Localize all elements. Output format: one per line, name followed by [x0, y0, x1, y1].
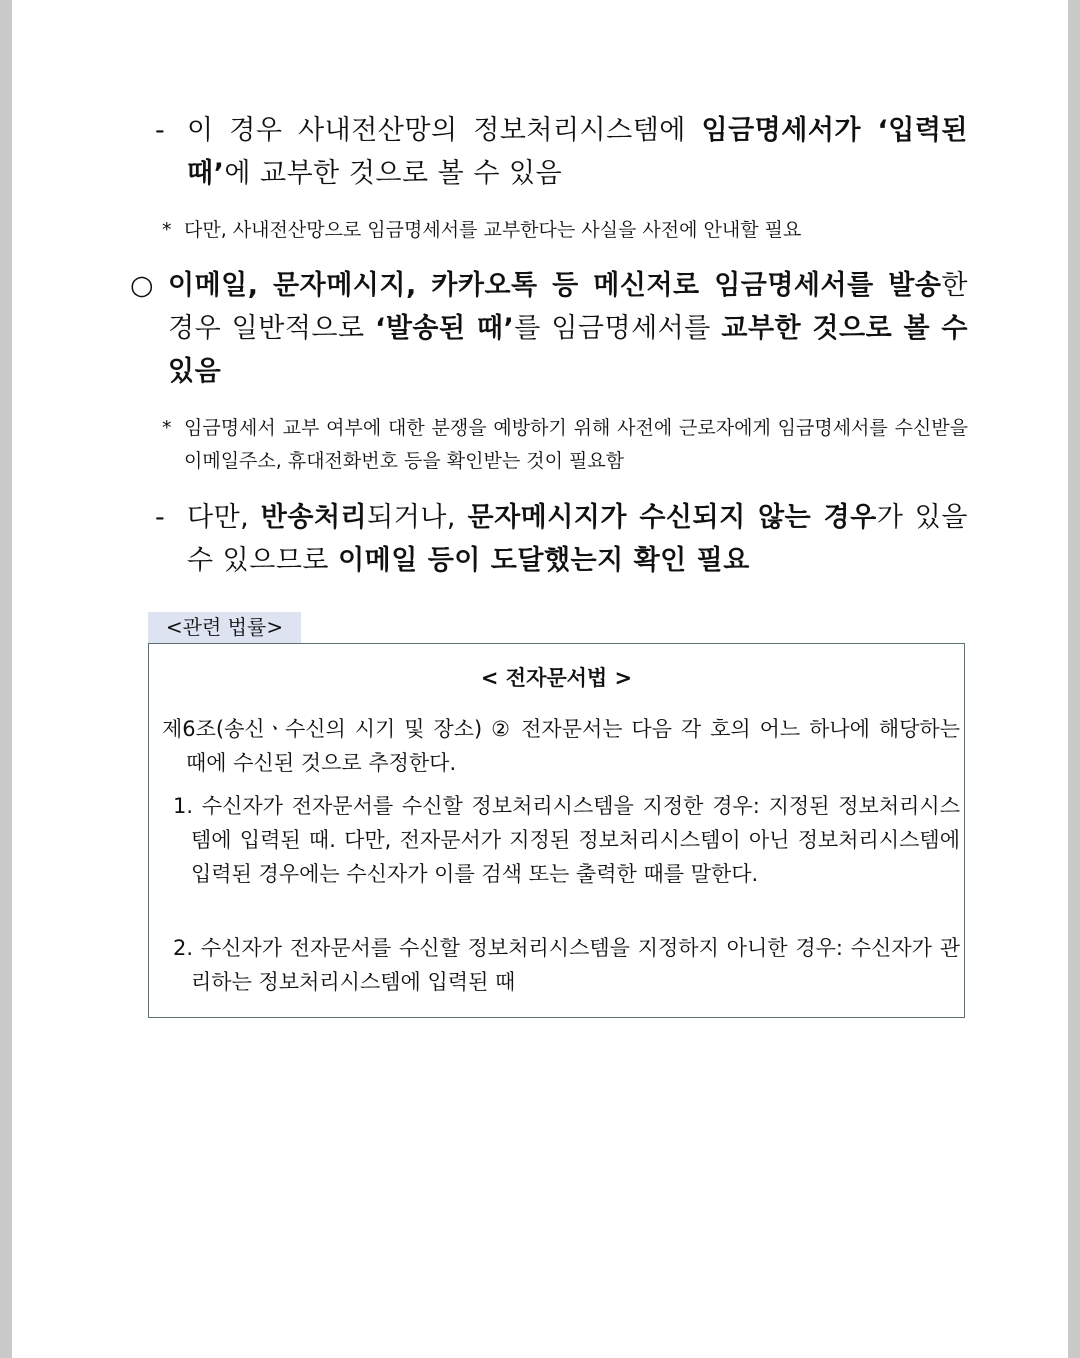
- asterisk-marker: *: [162, 417, 172, 439]
- circle-bullet-icon: ○: [130, 270, 155, 301]
- law-box: [148, 643, 965, 1018]
- text-segment: 되거나,: [367, 502, 468, 533]
- text-segment: 한 경우 일반적으로: [168, 270, 968, 344]
- text-segment: 다만, 사내전산망으로 임금명세서를 교부한다는 사실을 사전에 안내할 필요: [184, 219, 802, 241]
- text-segment: 가 있을 수 있으므로: [187, 502, 968, 576]
- text-segment: 에 교부한 것으로 볼 수 있음: [224, 158, 563, 189]
- dash-paragraph-1: [155, 109, 968, 195]
- text-segment: 임금명세서 교부 여부에 대한 분쟁을 예방하기 위해 사전에 근로자에게 임금명세서를 수신받을 이메일주소, 휴대전화번호 등을 확인받는 것이 필요함: [184, 417, 968, 472]
- dash-marker: -: [155, 502, 166, 533]
- bold-text-segment: 교부한 것으로 볼 수 있음: [168, 313, 968, 387]
- law-item-2: 2. 수신자가 전자문서를 수신할 정보처리시스템을 지정하지 아니한 경우: 수신자가 관리하는 정보처리시스템에 입력된 때: [173, 936, 960, 994]
- dash-paragraph-2: [155, 496, 968, 582]
- bold-text-segment: 이메일, 문자메시지, 카카오톡 등 메신저로 임금명세서를 발송: [168, 270, 942, 301]
- note-paragraph-2: [162, 412, 968, 478]
- circle-paragraph-1: [130, 264, 968, 393]
- note-paragraph-1: [162, 214, 968, 247]
- bold-text-segment: 문자메시지가 수신되지 않는 경우: [467, 502, 877, 533]
- bold-text-segment: 이메일 등이 도달했는지 확인 필요: [338, 545, 750, 576]
- law-item-1: 1. 수신자가 전자문서를 수신할 정보처리시스템을 지정한 경우: 지정된 정보처리시스템에 입력된 때. 다만, 전자문서가 지정된 정보처리시스템이 아닌 정보처리시스템에 입력된 경우에는 수신자가 이를 검색 또는 출력한 때를 말한다.: [173, 794, 960, 886]
- document-page: [12, 0, 1068, 1358]
- text-segment: 이 경우 사내전산망의 정보처리시스템에: [187, 115, 702, 146]
- law-article: 제6조(송신ㆍ수신의 시기 및 장소) ② 전자문서는 다음 각 호의 어느 하나에 해당하는 때에 수신된 것으로 추정한다.: [162, 717, 960, 775]
- bold-text-segment: 임금명세서가 ‘입력된 때’: [187, 115, 968, 189]
- law-title: < 전자문서법 >: [480, 666, 633, 690]
- bold-text-segment: ‘발송된 때’: [375, 313, 515, 344]
- bold-text-segment: 반송처리: [260, 502, 368, 533]
- related-law-label: <관련 법률>: [148, 612, 301, 643]
- asterisk-marker: *: [162, 219, 172, 241]
- dash-marker: -: [155, 115, 166, 146]
- text-segment: 를 임금명세서를: [514, 313, 722, 344]
- text-segment: 다만,: [187, 502, 261, 533]
